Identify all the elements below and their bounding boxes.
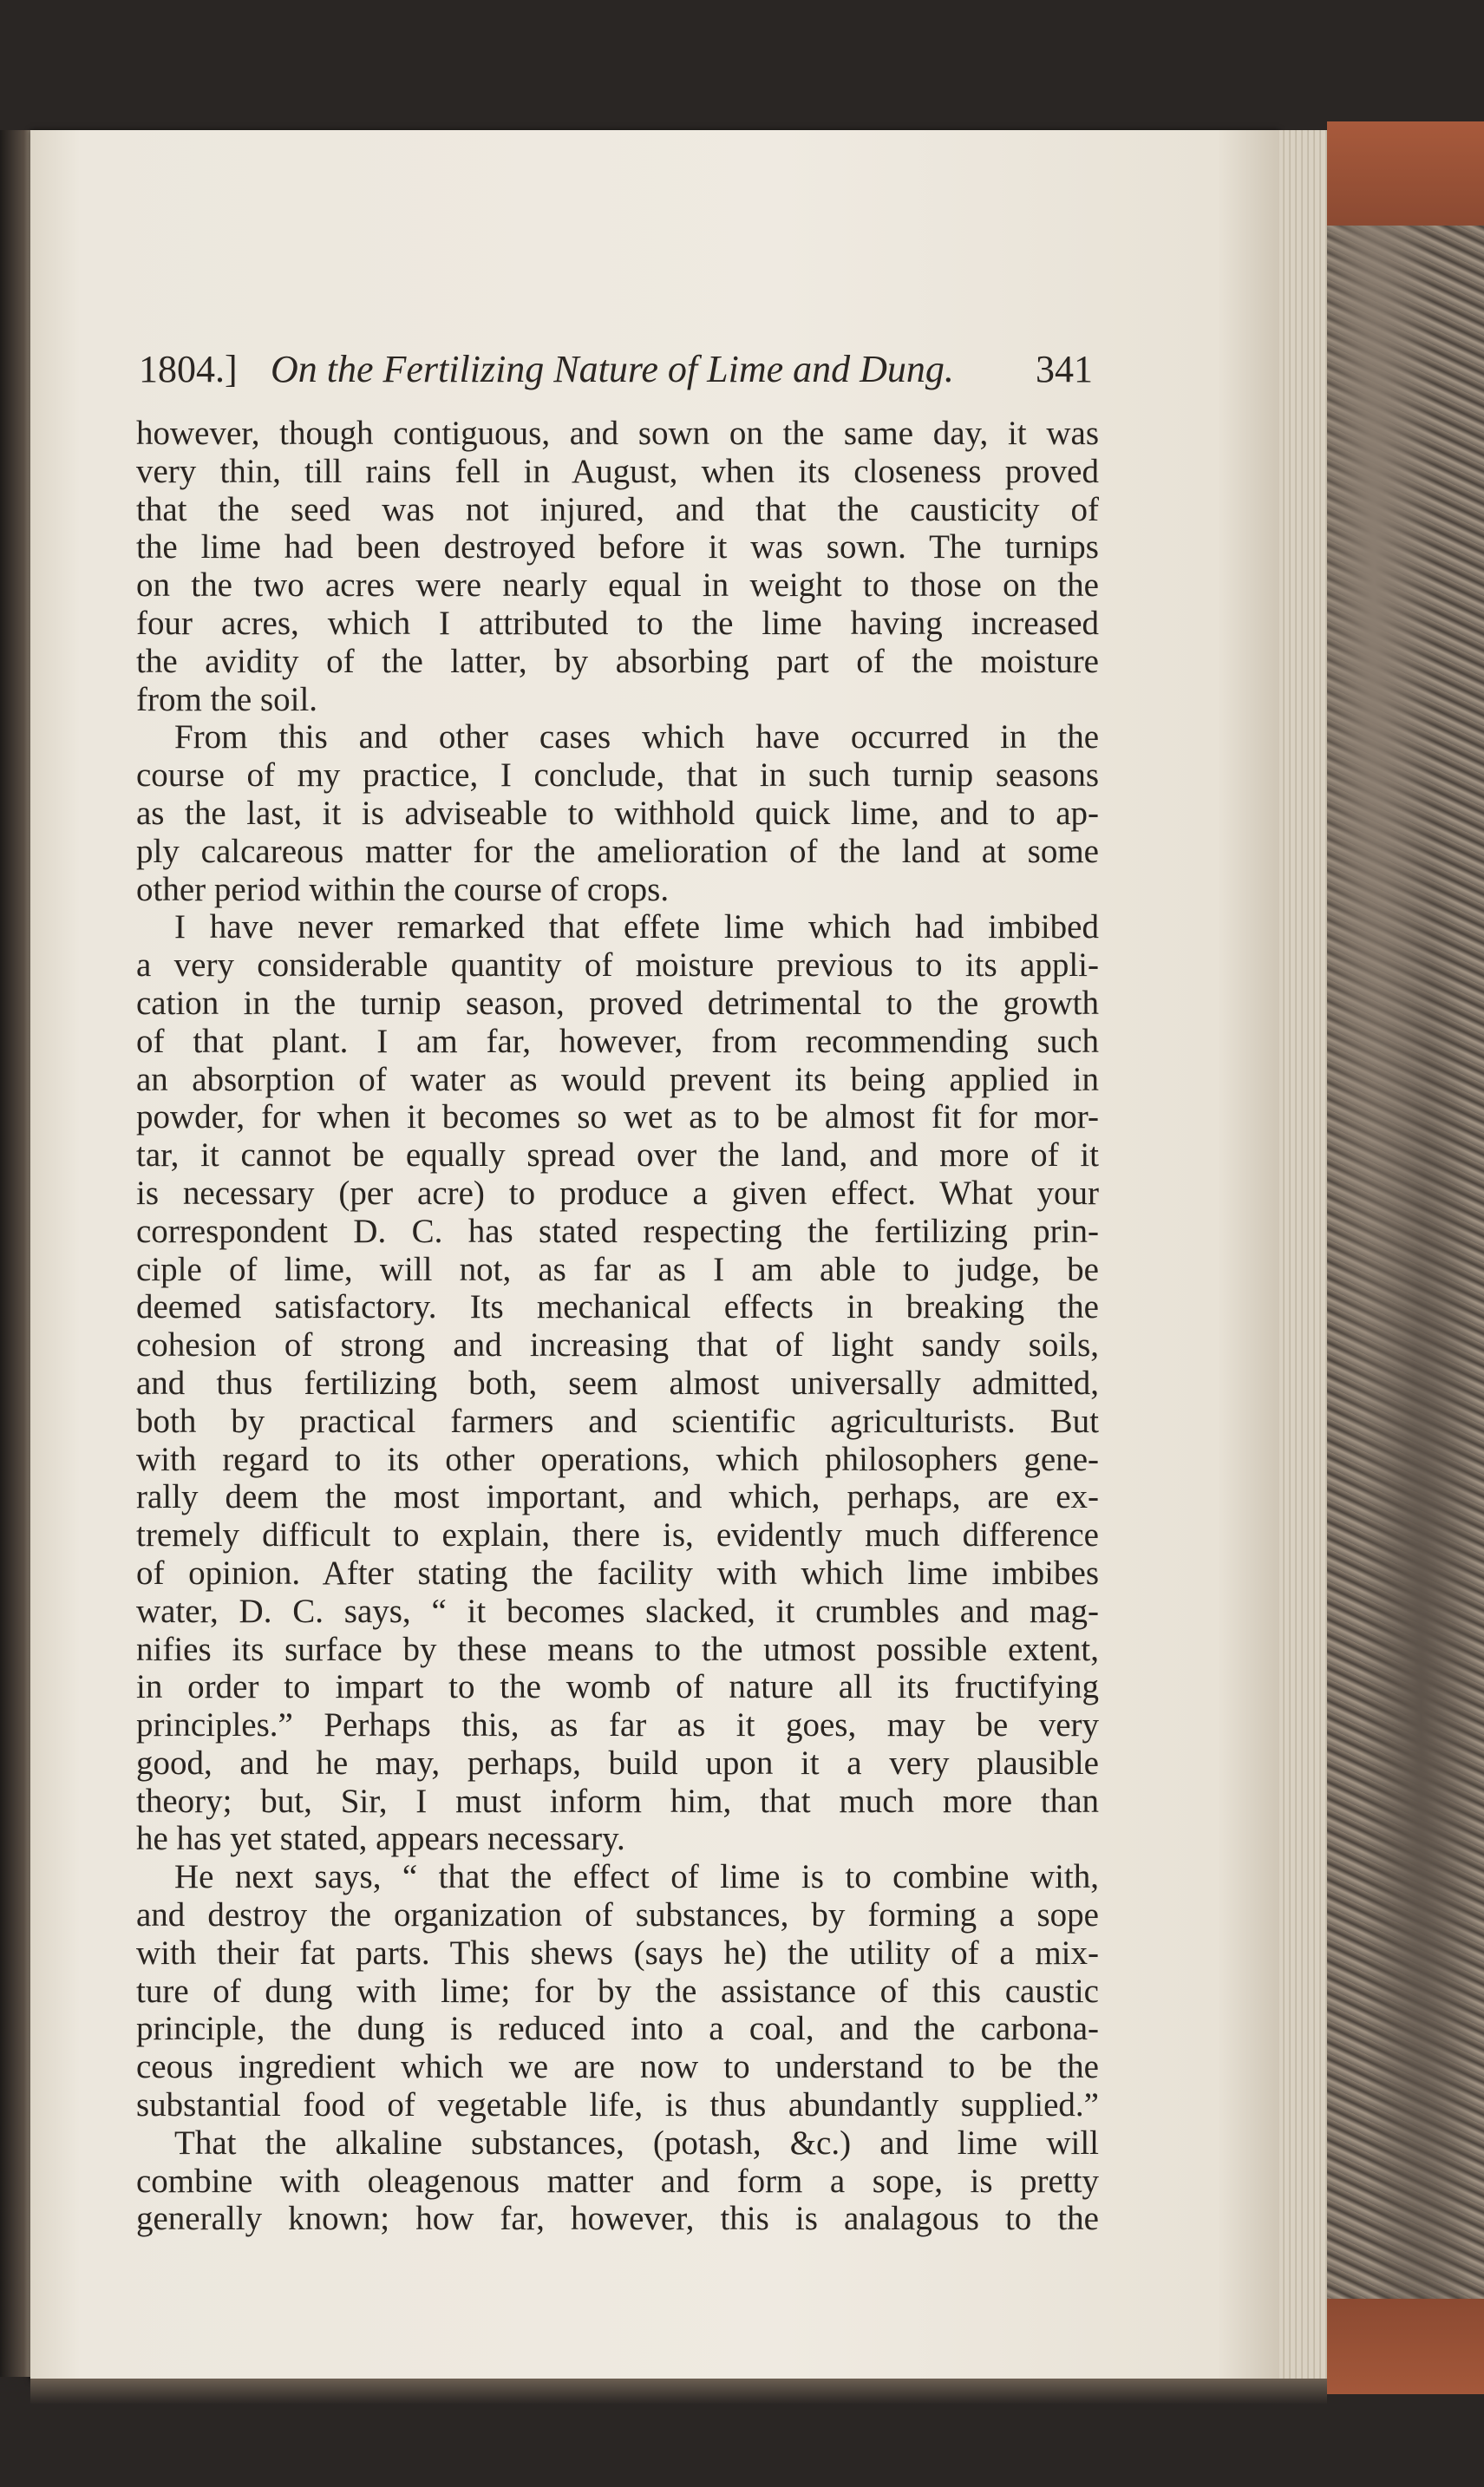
text-line: principles.” Perhaps this, as far as it goes, may be very xyxy=(136,1706,1099,1744)
text-line: I have never remarked that effete lime which had imbibed xyxy=(174,908,1099,946)
text-line: of opinion. After stating the facility with which lime imbibes xyxy=(136,1554,1099,1592)
text-line: of that plant. I am far, however, from recommending such xyxy=(136,1022,1099,1060)
text-line: with their fat parts. This shews (says he) the utility of a mix- xyxy=(136,1934,1099,1972)
text-line: and destroy the organization of substances, by forming a sope xyxy=(136,1896,1099,1934)
text-line: course of my practice, I conclude, that in such turnip seasons xyxy=(136,756,1099,795)
text-line: rally deem the most important, and which, perhaps, are ex- xyxy=(136,1478,1099,1516)
page-stack-edge xyxy=(1279,130,1327,2381)
text-line: substantial food of vegetable life, is thus abundantly supplied.” xyxy=(136,2086,1099,2124)
header-title: On the Fertilizing Nature of Lime and Dung. xyxy=(271,348,954,390)
text-line: with regard to its other operations, which philosophers gene- xyxy=(136,1440,1099,1478)
text-line: theory; but, Sir, I must inform him, that much more than xyxy=(136,1782,1099,1820)
text-line: He next says, “ that the effect of lime is to combine with, xyxy=(174,1858,1099,1896)
text-line: ply calcareous matter for the amelioration of the land at some xyxy=(136,832,1099,870)
text-line: combine with oleagenous matter and form a sope, is pretty xyxy=(136,2162,1099,2200)
text-line: tremely difficult to explain, there is, evidently much difference xyxy=(136,1516,1099,1554)
text-line: on the two acres were nearly equal in weight to those on the xyxy=(136,566,1099,605)
text-line: That the alkaline substances, (potash, &c.) and lime will xyxy=(174,2124,1099,2162)
text-line: good, and he may, perhaps, build upon it a very plausible xyxy=(136,1744,1099,1782)
text-line: the avidity of the latter, by absorbing part of the moisture xyxy=(136,642,1099,680)
text-line: in order to impart to the womb of nature all its fructifying xyxy=(136,1668,1099,1706)
text-line: water, D. C. says, “ it becomes slacked, it crumbles and mag- xyxy=(136,1592,1099,1630)
page-edge-left xyxy=(0,130,35,2377)
leather-corner-bottom xyxy=(1327,2299,1484,2394)
text-line: deemed satisfactory. Its mechanical effects in breaking the xyxy=(136,1288,1099,1326)
text-line: is necessary (per acre) to produce a given effect. What your xyxy=(136,1174,1099,1212)
leather-corner-top xyxy=(1327,121,1484,226)
text-line: principle, the dung is reduced into a coal, and the carbona- xyxy=(136,2010,1099,2048)
text-line: four acres, which I attributed to the lime having increased xyxy=(136,604,1099,642)
text-line: ciple of lime, will not, as far as I am able to judge, be xyxy=(136,1250,1099,1288)
text-line: a very considerable quantity of moisture previous to its appli- xyxy=(136,946,1099,985)
text-line: however, though contiguous, and sown on the same day, it was xyxy=(136,415,1099,452)
text-line: From this and other cases which have occurred in the xyxy=(174,718,1099,756)
text-line: other period within the course of crops. xyxy=(136,870,670,908)
text-line: from the soil. xyxy=(136,680,318,718)
text-line: both by practical farmers and scientific agriculturists. But xyxy=(136,1402,1099,1440)
body-text xyxy=(136,415,1099,2238)
text-line: powder, for when it becomes so wet as to be almost fit for mor- xyxy=(136,1098,1099,1136)
text-line: tar, it cannot be equally spread over the land, and more of it xyxy=(136,1136,1099,1175)
text-line: generally known; how far, however, this is analagous to the xyxy=(136,2200,1099,2238)
text-line: that the seed was not injured, and that the causticity of xyxy=(136,490,1099,528)
running-header xyxy=(139,347,1093,399)
text-line: cohesion of strong and increasing that of light sandy soils, xyxy=(136,1326,1099,1365)
text-line: and thus fertilizing both, seem almost universally admitted, xyxy=(136,1364,1099,1402)
text-line: very thin, till rains fell in August, when its closeness proved xyxy=(136,452,1099,490)
text-line: nifies its surface by these means to the utmost possible extent, xyxy=(136,1630,1099,1668)
text-line: he has yet stated, appears necessary. xyxy=(136,1820,625,1858)
text-line: the lime had been destroyed before it was sown. The turnips xyxy=(136,528,1099,566)
text-line: ceous ingredient which we are now to understand to be the xyxy=(136,2048,1099,2086)
text-line: correspondent D. C. has stated respecting the fertilizing prin- xyxy=(136,1212,1099,1250)
marbled-binding xyxy=(1327,121,1484,2394)
text-line: as the last, it is adviseable to withhold quick lime, and to ap- xyxy=(136,794,1099,832)
text-line: an absorption of water as would prevent its being applied in xyxy=(136,1060,1099,1098)
text-line: cation in the turnip season, proved detrimental to the growth xyxy=(136,984,1099,1022)
page-number: 341 xyxy=(1036,348,1093,390)
text-line: ture of dung with lime; for by the assistance of this caustic xyxy=(136,1972,1099,2010)
header-year: 1804.] xyxy=(139,348,238,390)
page-edge-bottom xyxy=(30,2379,1327,2405)
